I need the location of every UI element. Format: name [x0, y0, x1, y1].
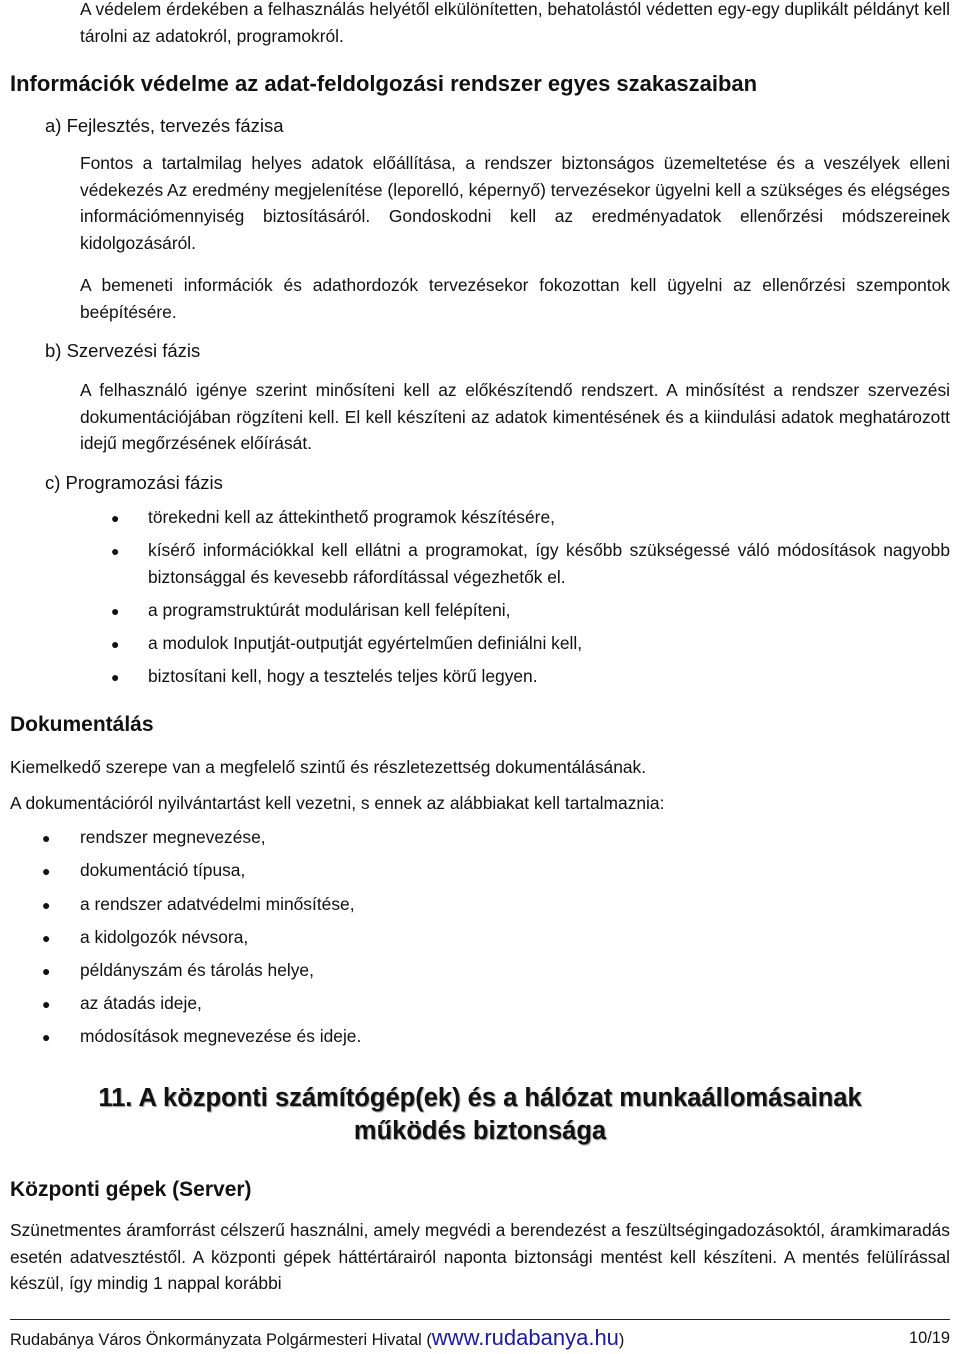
page-footer	[10, 1326, 950, 1352]
bullet-icon: ●	[111, 603, 120, 619]
list-item: módosítások megnevezése és ideje.	[80, 1026, 362, 1046]
bullet-icon: ●	[42, 1029, 51, 1045]
documentation-heading: Dokumentálás	[10, 713, 154, 736]
section-title: Információk védelme az adat-feldolgozási rendszer egyes szakaszaiban	[10, 71, 758, 96]
footer-website-link[interactable]: www.rudabanya.hu	[431, 1325, 619, 1350]
footer-divider	[10, 1319, 950, 1320]
server-heading: Központi gépek (Server)	[10, 1178, 252, 1201]
list-item: törekedni kell az áttekinthető programok készítésére,	[148, 507, 555, 527]
chapter-title-line-2: működés biztonsága	[353, 1117, 607, 1145]
bullet-icon: ●	[111, 510, 120, 526]
bullet-icon: ●	[111, 543, 120, 559]
list-item: a kidolgozók névsora,	[80, 927, 249, 947]
bullet-icon: ●	[42, 996, 51, 1012]
documentation-paragraph-1: Kiemelkedő szerepe van a megfelelő szintű és részletezettség dokumentálásának.	[10, 757, 647, 777]
list-item: biztosítani kell, hogy a tesztelés teljes körű legyen.	[148, 666, 538, 686]
phase-c-heading: c) Programozási fázis	[45, 472, 223, 493]
phase-a-heading: a) Fejlesztés, tervezés fázisa	[45, 115, 284, 136]
bullet-icon: ●	[42, 963, 51, 979]
phase-b-paragraph: A felhasználó igénye szerint minősíteni kell az előkészítendő rendszert. A minősítést a rendszer szervezési dokumentációjában rögzíteni kell. El kell készíteni az adatok kimentésének és a kiindulási adatok meghatározott idejű megőrzésének előírását.	[80, 380, 950, 453]
bullet-icon: ●	[111, 636, 120, 652]
phase-b-heading: b) Szervezési fázis	[45, 340, 201, 361]
list-item: rendszer megnevezése,	[80, 827, 266, 847]
list-item: példányszám és tárolás helye,	[80, 960, 314, 980]
page-number: 10/19	[908, 1329, 950, 1347]
bullet-icon: ●	[111, 669, 120, 685]
bullet-icon: ●	[42, 930, 51, 946]
footer-organization: Rudabánya Város Önkormányzata Polgármesteri Hivatal (	[10, 1331, 432, 1349]
list-item: a programstruktúrát modulárisan kell felépíteni,	[148, 600, 511, 620]
list-item: az átadás ideje,	[80, 993, 202, 1013]
chapter-title-line-1: 11. A központi számítógép(ek) és a hálózat munkaállomásainak	[98, 1084, 862, 1112]
list-item: dokumentáció típusa,	[80, 860, 246, 880]
documentation-paragraph-2: A dokumentációról nyilvántartást kell vezetni, s ennek az alábbiakat kell tartalmaznia:	[10, 793, 665, 813]
bullet-icon: ●	[42, 863, 51, 879]
list-item: kísérő információkkal kell ellátni a programokat, így később szükségessé váló módosítások nagyobb biztonsággal és kevesebb ráfordítással végezhetők el.	[148, 540, 950, 587]
list-item: a modulok Inputját-outputját egyértelműen definiálni kell,	[148, 633, 583, 653]
phase-a-paragraph-2: A bemeneti információk és adathordozók tervezésekor fokozottan kell ügyelni az ellenőrzési szempontok beépítésére.	[80, 275, 950, 322]
intro-paragraph: A védelem érdekében a felhasználás helyétől elkülönítetten, behatolástól védetten egy-egy duplikált példányt kell tárolni az adatokról, programokról.	[80, 0, 950, 46]
phase-a-paragraph-1: Fontos a tartalmilag helyes adatok előállítása, a rendszer biztonságos üzemeltetése és a veszélyek elleni védekezés Az eredmény megjelenítése (leporelló, képernyő) tervezésekor ügyelni kell a szükséges és elégséges információmennyiség biztosításáról. Gondoskodni kell az eredményadatok ellenőrzési módszereinek kidolgozásáról.	[80, 153, 951, 253]
bullet-icon: ●	[42, 897, 51, 913]
server-paragraph: Szünetmentes áramforrást célszerű használni, amely megvédi a berendezést a feszültségingadozásoktól, áramkimaradás esetén adatvesztéstől. A központi gépek háttértárairól naponta biztonsági mentést kell készíteni. A mentés felülírással készül, így mindig 1 nappal korábbi	[10, 1220, 950, 1293]
bullet-icon: ●	[42, 830, 51, 846]
footer-paren: )	[618, 1331, 625, 1349]
list-item: a rendszer adatvédelmi minősítése,	[80, 894, 355, 914]
